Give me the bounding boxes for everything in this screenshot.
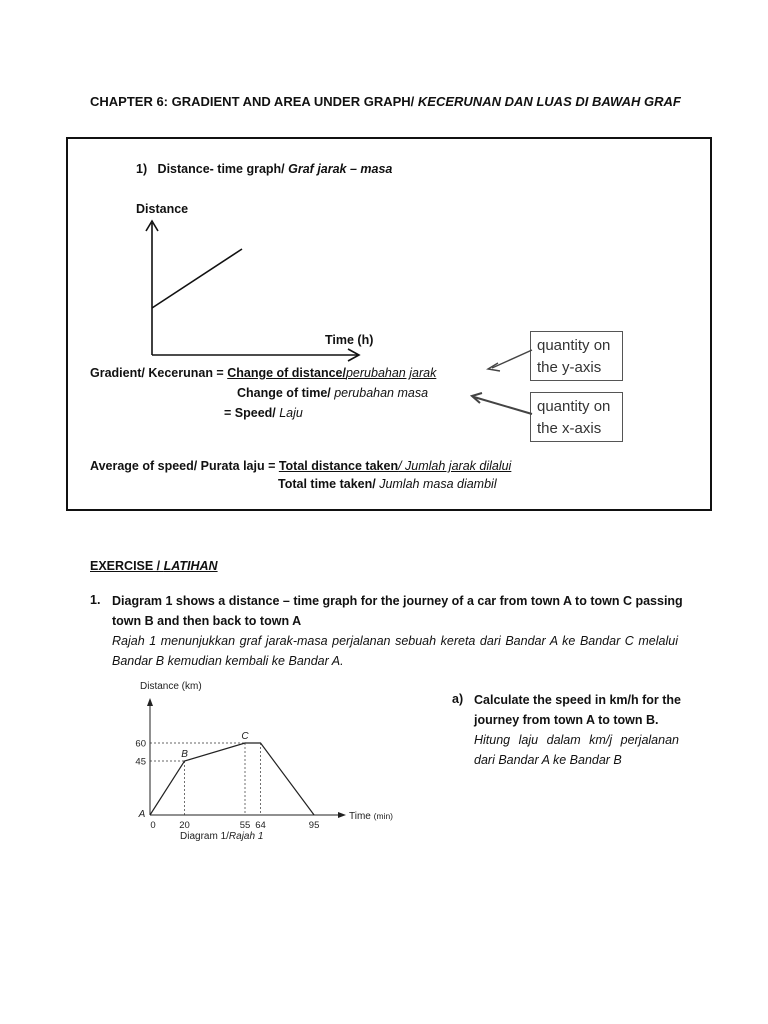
- chart-x-tick: 95: [308, 820, 320, 831]
- average-speed-denominator: Total time taken/ Jumlah masa diambil: [278, 477, 497, 491]
- section-heading: 1) Distance- time graph/ Graf jarak – masa: [136, 162, 393, 176]
- diagram-1-chart: [130, 676, 410, 846]
- concept-line: [152, 249, 242, 308]
- x-axis-label: Time (h): [325, 333, 374, 347]
- question-number: 1.: [90, 593, 101, 607]
- arrow-to-x: [474, 397, 532, 414]
- chart-point-label: A: [138, 809, 146, 820]
- exercise-heading: EXERCISE / LATIHAN: [90, 559, 218, 573]
- chart-series-line: [150, 743, 314, 815]
- chart-x-tick: 55: [239, 820, 251, 831]
- chart-x-tick: 64: [255, 820, 266, 831]
- chart-y-arrow: [147, 698, 153, 706]
- chart-x-arrow: [338, 812, 346, 818]
- chart-x-tick: 20: [179, 820, 190, 831]
- chart-point-label: B: [181, 749, 188, 760]
- y-axis-label: Distance: [136, 202, 189, 216]
- page-title: CHAPTER 6: GRADIENT AND AREA UNDER GRAPH/ KECERUNAN DAN LUAS DI BAWAH GRAF: [90, 94, 681, 109]
- arrow-to-y: [492, 350, 532, 368]
- callout-arrows: [470, 345, 540, 425]
- gradient-formula: Gradient/ Kecerunan = Change of distance/perubahan jarak: [90, 366, 437, 380]
- part-a-label: a): [452, 692, 464, 706]
- chart-y-tick: 60: [135, 738, 146, 750]
- chart-y-tick: 45: [135, 756, 146, 768]
- part-a-text: Calculate the speed in km/h for the journey from town A to town B. Hitung laju dalam km/j perjalanan dari Bandar A ke Bandar B: [474, 693, 681, 767]
- average-speed-formula: Average of speed/ Purata laju = Total distance taken/ Jumlah jarak dilalui: [90, 459, 512, 473]
- callout-x-axis: quantity on the x-axis: [530, 392, 623, 442]
- chart-caption: Diagram 1/Rajah 1: [180, 831, 264, 842]
- gradient-denominator: Change of time/ perubahan masa: [237, 386, 429, 400]
- chart-y-label: Distance (km): [140, 681, 202, 692]
- callout-y-axis: quantity on the y-axis: [530, 331, 623, 381]
- speed-line: = Speed/ Laju: [224, 406, 303, 420]
- chart-x-label: Time (min): [349, 811, 393, 822]
- question-text: Diagram 1 shows a distance – time graph for the journey of a car from town A to town C passing town B and then back to town A Rajah 1 menunjukkan graf jarak-masa perjalanan sebuah kereta dari Bandar A ke Bandar C melalui Bandar B kemudian kembali ke Bandar A.: [112, 594, 683, 668]
- chart-point-label: C: [241, 731, 249, 742]
- chart-x-tick: 0: [150, 820, 156, 831]
